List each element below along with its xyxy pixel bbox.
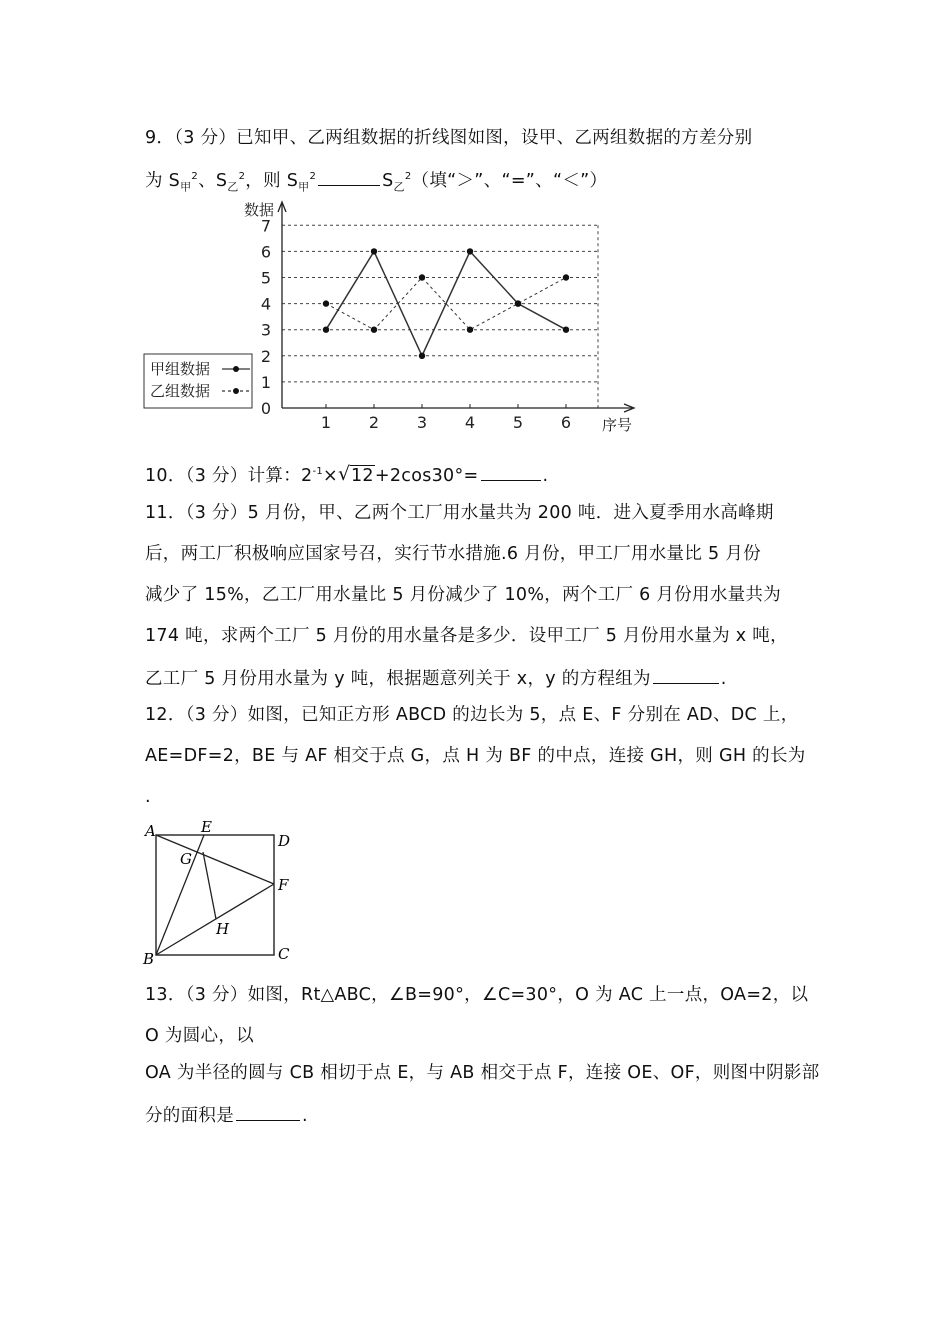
label-a: A: [145, 822, 156, 840]
radical-sign-icon: √: [338, 463, 351, 485]
q12-line1: 12．（3 分）如图，已知正方形 ABCD 的边长为 5，点 E、F 分别在 AD、DC 上，: [145, 705, 799, 725]
q9-sub-yi2: 乙: [393, 180, 405, 194]
y-tick-label: 4: [260, 294, 272, 314]
x-tick-label: 2: [368, 413, 380, 432]
q9-text-b: ，则 S: [245, 171, 299, 191]
q9-sub-jia: 甲: [180, 180, 192, 194]
label-g: G: [180, 850, 192, 868]
legend-label: 乙组数据: [150, 382, 211, 400]
q10-answer-blank[interactable]: [481, 462, 541, 481]
q12-line2: AE=DF=2，BE 与 AF 相交于点 G，点 H 为 BF 的中点，连接 GH，则 GH 的长为: [145, 746, 806, 766]
q13-answer-blank[interactable]: [236, 1102, 300, 1121]
q9-sq2: 2: [238, 171, 246, 183]
data-point: [563, 274, 569, 280]
q9-text-c: S: [382, 171, 394, 191]
q9-text-a: 为 S: [145, 171, 181, 191]
q11-last: 乙工厂 5 月份用水量为 y 吨，根据题意列关于 x，y 的方程组为: [145, 669, 651, 689]
y-tick-label: 0: [260, 399, 272, 418]
legend-marker: [233, 366, 239, 372]
q9-sq3: 2: [309, 171, 317, 183]
segment-gh: [203, 852, 216, 919]
y-tick-label: 7: [260, 216, 272, 236]
y-axis-label: 数据: [244, 201, 275, 219]
q11-line4: 174 吨，求两个工厂 5 月份的用水量各是多少．设甲工厂 5 月份用水量为 x 吨，: [145, 626, 788, 646]
sqrt-12: [338, 464, 375, 488]
y-tick-label: 2: [260, 346, 272, 366]
q13-line1: 13．（3 分）如图，Rt△ABC，∠B=90°，∠C=30°，O 为 AC 上一点，OA=2，以: [145, 985, 809, 1005]
label-f: F: [278, 876, 289, 894]
q12-line3: .: [145, 787, 151, 807]
q11-line3: 减少了 15%，乙工厂用水量比 5 月份减少了 10%，两个工厂 6 月份用水量共为: [145, 585, 782, 605]
x-axis-label: 序号: [602, 416, 633, 434]
q10-prefix: 10．（3 分）计算：2: [145, 466, 313, 486]
q9-answer-blank[interactable]: [318, 167, 380, 186]
data-point: [323, 300, 329, 306]
q10-radicand: 12: [351, 466, 374, 486]
line-chart: [140, 196, 660, 436]
q9-line2: [145, 167, 607, 200]
q11-line5: [145, 665, 727, 691]
q13-last: 分的面积是: [145, 1106, 234, 1126]
x-tick-label: 1: [320, 413, 332, 432]
q9-sq1: 2: [191, 171, 199, 183]
legend-marker: [233, 388, 239, 394]
data-point: [467, 248, 473, 254]
q9-sep: 、S: [198, 171, 228, 191]
label-h: H: [216, 920, 230, 938]
q9-line1: 9．（3 分）已知甲、乙两组数据的折线图如图，设甲、乙两组数据的方差分别: [145, 128, 753, 148]
data-point: [323, 327, 329, 333]
y-tick-label: 3: [260, 320, 272, 340]
segment-bf: [156, 884, 274, 955]
y-tick-label: 6: [260, 242, 272, 262]
y-tick-label: 5: [260, 268, 272, 288]
data-point: [563, 327, 569, 333]
data-point: [467, 327, 473, 333]
x-tick-label: 5: [512, 413, 524, 432]
label-c: C: [278, 945, 290, 963]
data-point: [371, 327, 377, 333]
x-tick-label: 3: [416, 413, 428, 432]
y-tick-label: 1: [260, 372, 272, 392]
data-point: [419, 274, 425, 280]
q13-end: .: [302, 1106, 308, 1126]
q9-sub-jia2: 甲: [298, 180, 310, 194]
label-e: E: [201, 818, 212, 836]
q11-line1: 11．（3 分）5 月份，甲、乙两个工厂用水量共为 200 吨．进入夏季用水高峰期: [145, 503, 774, 523]
q11-end: .: [720, 669, 727, 689]
segment-af: [156, 835, 274, 884]
q11-answer-blank[interactable]: [653, 665, 719, 684]
q13-line4: [145, 1102, 308, 1128]
data-point: [515, 300, 521, 306]
label-d: D: [278, 832, 291, 850]
q9-text-d: （填“＞”、“=”、“＜”）: [411, 171, 608, 191]
data-point: [371, 248, 377, 254]
q13-line2: O 为圆心，以: [145, 1026, 254, 1046]
label-b: B: [143, 950, 155, 968]
q9-sq4: 2: [404, 171, 412, 183]
q10-line: [145, 462, 548, 488]
x-tick-label: 4: [464, 413, 476, 432]
q11-line2: 后，两工厂积极响应国家号召，实行节水措施.6 月份，甲工厂用水量比 5 月份: [145, 544, 761, 564]
legend-label: 甲组数据: [150, 360, 211, 378]
x-tick-label: 6: [560, 413, 572, 432]
q10-exponent: -1: [312, 466, 324, 478]
q10-end: .: [542, 466, 549, 486]
q10-times: ×: [323, 466, 338, 486]
q13-line3: OA 为半径的圆与 CB 相切于点 E，与 AB 相交于点 F，连接 OE、OF，则图中阴影部: [145, 1063, 820, 1083]
data-point: [419, 353, 425, 359]
q10-rest: +2cos30°=: [374, 466, 479, 486]
q9-sub-yi: 乙: [227, 180, 239, 194]
square-figure: [140, 818, 310, 968]
